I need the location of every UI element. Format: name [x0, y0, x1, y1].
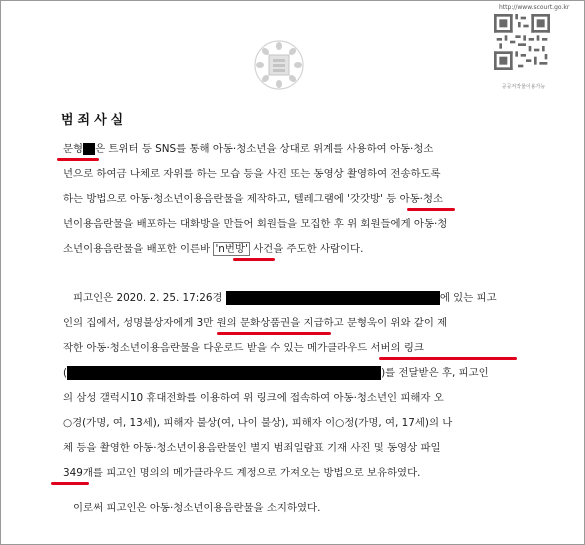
- underline-name: [57, 158, 99, 161]
- link-redaction: [67, 366, 381, 380]
- underline-link: [379, 357, 517, 360]
- p2-line-1: 피고인은 2020. 2. 25. 17:26경 에 있는 피고: [73, 292, 497, 304]
- underline-file-count: [51, 482, 89, 485]
- underline-gift-card: [217, 332, 331, 335]
- redaction-block: [83, 143, 95, 155]
- p1-line-2: 년으로 하여금 나체로 자위를 하는 모습 등을 사진 또는 동영상 촬영하여 전송하도록: [63, 168, 441, 180]
- underline-chatroom: [407, 208, 455, 211]
- nbeonbang-term: 'n번방': [215, 243, 248, 255]
- p1-line-1: 문형 은 트위터 등 SNS를 통해 아동·청소년을 상대로 위계를 사용하여 아동·청소: [63, 143, 434, 155]
- address-redaction: [226, 291, 440, 305]
- p3-line-1: 이로써 피고인은 아동·청소년이용음란물을 소지하였다.: [73, 502, 321, 514]
- chatroom-name: '갓갓방': [347, 193, 383, 205]
- p1-line-5: 소년이용음란물을 배포한 이른바 'n번방' 사건을 주도한 사람이다.: [63, 243, 364, 255]
- p2-line-7: 체 등을 촬영한 아동·청소년이용음란물인 별지 범죄일람표 기재 사진 및 동영상 파일: [63, 442, 441, 454]
- p2-line-5: 의 삼성 갤럭시10 휴대전화를 이용하여 위 링크에 접속하여 아동·청소년인 피해자 오: [63, 392, 444, 404]
- file-count: 349개: [63, 467, 93, 479]
- p2-line-2: 인의 집에서, 성명불상자에게 3만 원의 문화상품권을 지급하고 문형욱이 위와 같이 제: [63, 317, 448, 329]
- qr-caption: 공공저작물이용가능: [501, 84, 546, 90]
- mega-cloud-link: 메가클라우드 서버의 링크: [306, 342, 424, 354]
- p2-line-3: 작한 아동·청소년이용음란물을 다운로드 받을 수 있는 메가클라우드 서버의 링크: [63, 342, 424, 354]
- p1-line-3: 하는 방법으로 아동·청소년이용음란물을 제작하고, 텔레그램에 '갓갓방' 등 아동·청소: [63, 193, 444, 205]
- document-url: http://www.scourt.go.kr: [499, 4, 570, 11]
- p1-line-4: 년이용음란물을 배포하는 대화방을 만들어 회원들을 모집한 후 위 회원들에게 아동·청: [63, 218, 448, 230]
- gift-card-amount: 3만 원의 문화상품권: [196, 317, 291, 329]
- underline-nbeonbang: [233, 258, 275, 261]
- name-highlight: 문형: [63, 143, 84, 155]
- p2-line-4: ( )를 전달받은 후, 피고인: [63, 367, 489, 379]
- qr-code-icon: [494, 14, 550, 70]
- section-title: 범죄사실: [61, 113, 128, 128]
- p2-line-8: 349개를 피고인 명의의 메가클라우드 계정으로 가져오는 방법으로 보유하였다.: [63, 467, 421, 479]
- court-emblem-icon: [253, 39, 305, 91]
- p2-line-6: ○경(가명, 여, 13세), 피해자 불상(여, 나이 불상), 피해자 이○정(가명, 여, 17세)의 나: [63, 417, 453, 429]
